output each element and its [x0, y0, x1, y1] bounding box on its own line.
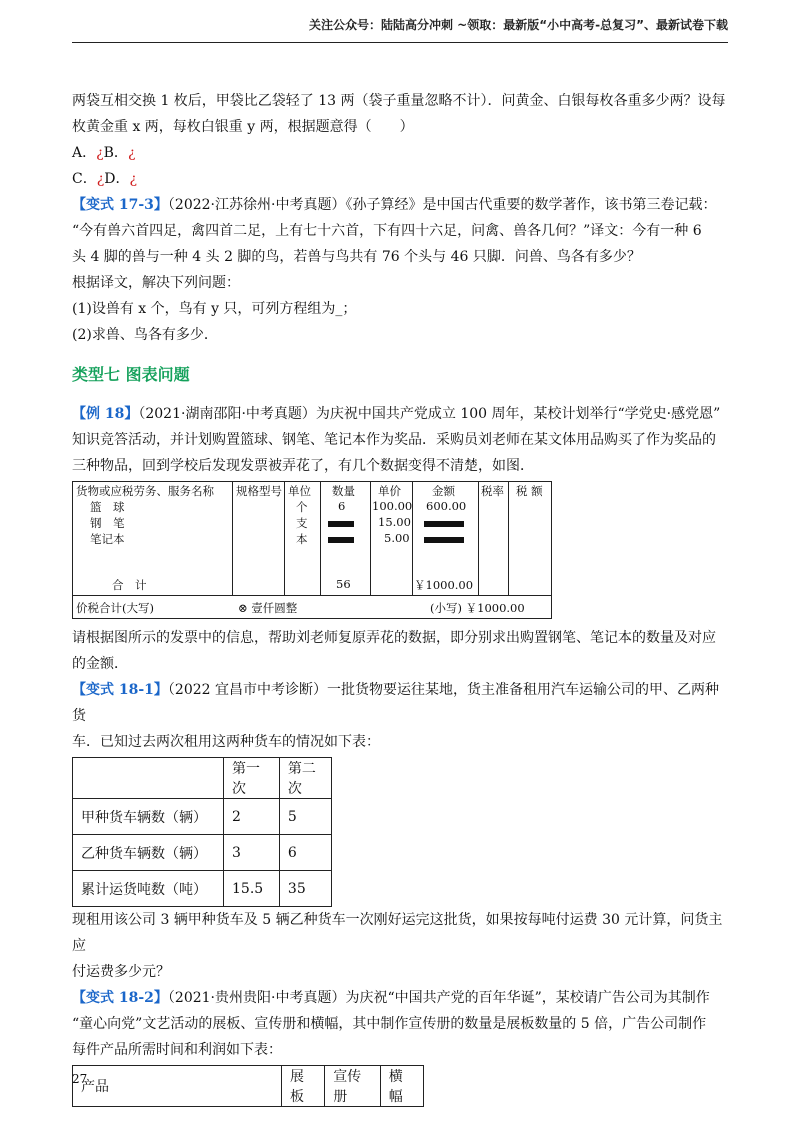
paragraph-line: 的金额． — [72, 656, 128, 672]
section-title: 类型七 图表问题 — [72, 365, 190, 384]
invoice-r1-amount: 600.00 — [426, 499, 467, 513]
paragraph-line: 知识竞答活动，并计划购置篮球、钢笔、笔记本作为奖品．采购员刘老师在某文体用品购买了作为奖品的 — [72, 432, 716, 448]
invoice-header-amount: 金额 — [432, 484, 455, 498]
paragraph-line: 每件产品所需时间和利润如下表： — [72, 1042, 282, 1058]
options-cd — [72, 166, 732, 192]
option-b-value: ¿ — [127, 145, 136, 161]
table-row — [73, 758, 332, 799]
invoice-total-label: 合 计 — [112, 578, 147, 592]
invoice-col-line — [232, 481, 233, 595]
question-2: (2)求兽、鸟各有多少． — [72, 327, 218, 343]
table-header-cell: 展板 — [282, 1066, 325, 1107]
problem-text: （2021·贵州贵阳·中考真题）为庆祝“中国共产党的百年华诞”，某校请广告公司为其制作 — [167, 990, 710, 1006]
invoice-r1-unit: 个 — [296, 500, 308, 514]
invoice-r1-price: 100.00 — [372, 499, 413, 513]
invoice-header-unit: 单位 — [288, 484, 311, 498]
invoice-r3-unit: 本 — [296, 532, 308, 546]
table-header-cell: 横幅 — [380, 1066, 423, 1107]
table-row — [73, 871, 332, 907]
invoice-r2-unit: 支 — [296, 516, 308, 530]
table-header-cell: 第二次 — [279, 758, 331, 799]
invoice-header-price: 单价 — [378, 484, 401, 498]
invoice-r3-price: 5.00 — [384, 531, 410, 545]
paragraph-line: 两袋互相交换 1 枚后，甲袋比乙袋轻了 13 两（袋子重量忽略不计）．问黄金、白银每枚各重多少两？设每 — [72, 93, 726, 109]
invoice-figure — [72, 481, 552, 619]
product-table — [72, 1065, 424, 1107]
table-row-label: 乙种货车辆数（辆） — [73, 835, 224, 871]
page-number: 27 — [72, 1072, 88, 1086]
invoice-header-tax: 税 额 — [516, 484, 543, 498]
invoice-r2-name: 钢 笔 — [90, 516, 125, 530]
paragraph-line: 现租用该公司 3 辆甲种货车及 5 辆乙种货车一次刚好运完这批货，如果按每吨付运费 30 元计算，问货主应 — [72, 912, 723, 954]
table-cell: 2 — [224, 799, 280, 835]
invoice-r1-qty: 6 — [338, 499, 346, 513]
invoice-footer-label: 价税合计(大写) — [76, 601, 154, 615]
table-cell: 5 — [279, 799, 331, 835]
invoice-col-line — [508, 481, 509, 595]
variant-tag: 【变式 18-1】 — [72, 682, 168, 698]
table-row-label: 累计运货吨数（吨） — [73, 871, 224, 907]
invoice-col-line — [370, 481, 371, 595]
paragraph-line: 三种物品，回到学校后发现发票被弄花了，有几个数据变得不清楚，如图． — [72, 458, 534, 474]
invoice-header-rate: 税率 — [481, 484, 504, 498]
option-a-value: ¿ — [96, 145, 104, 161]
table-cell: 35 — [279, 871, 331, 907]
option-c-value: ¿ — [96, 171, 105, 187]
paragraph-line: 枚黄金重 x 两，每枚白银重 y 两，根据题意得（ ） — [72, 119, 414, 135]
invoice-col-line — [284, 481, 285, 595]
invoice-header-name: 货物或应税劳务、服务名称 — [76, 484, 214, 498]
invoice-r3-name: 笔记本 — [90, 532, 125, 546]
option-c-label: C． — [72, 171, 97, 187]
example-tag: 【例 18】 — [72, 406, 139, 422]
invoice-header-qty: 数量 — [332, 484, 355, 498]
invoice-footer-lower: (小写) ￥1000.00 — [430, 601, 525, 615]
table-header-cell: 产品 — [73, 1066, 282, 1107]
paragraph-line: “童心向党”文艺活动的展板、宣传册和横幅，其中制作宣传册的数量是展板数量的 5 倍，广告公司制作 — [72, 1016, 707, 1032]
invoice-r2-price: 15.00 — [378, 515, 411, 529]
table-cell: 3 — [224, 835, 280, 871]
paragraph-line: 车．已知过去两次租用这两种货车的情况如下表： — [72, 734, 380, 750]
problem-17-3 — [72, 192, 732, 218]
table-cell — [73, 758, 224, 799]
table-row-label: 甲种货车辆数（辆） — [73, 799, 224, 835]
paragraph-line: 头 4 脚的兽与一种 4 头 2 脚的鸟，若兽与鸟共有 76 个头与 46 只脚．问兽、鸟各有多少？ — [72, 249, 641, 265]
paragraph-line: “今有兽六首四足，禽四首二足，上有七十六首，下有四十六足，问禽、兽各几何？”译文：今有一种 6 — [72, 223, 702, 239]
table-header-cell: 宣传册 — [325, 1066, 381, 1107]
problem-text: （2021·湖南邵阳·中考真题）为庆祝中国共产党成立 100 周年，某校计划举行“学党史·感党恩” — [138, 406, 721, 422]
option-d-value: ¿ — [129, 171, 137, 187]
problem-18-2 — [72, 985, 732, 1011]
invoice-r1-name: 篮 球 — [90, 500, 125, 514]
variant-tag: 【变式 17-3】 — [72, 197, 168, 213]
table-cell: 15.5 — [224, 871, 280, 907]
invoice-header-spec: 规格型号 — [236, 484, 282, 498]
option-a-label: A． — [72, 145, 97, 161]
invoice-row-line — [72, 595, 552, 596]
invoice-footer-upper: ⊗ 壹仟圆整 — [238, 601, 298, 615]
table-header-cell: 第一次 — [224, 758, 280, 799]
variant-tag: 【变式 18-2】 — [72, 990, 168, 1006]
option-d-label: D． — [104, 171, 130, 187]
table-cell: 6 — [279, 835, 331, 871]
smudged-qty-block — [328, 537, 354, 543]
paragraph-line: 请根据图所示的发票中的信息，帮助刘老师复原弄花的数据，即分别求出购置钢笔、笔记本的数量及对应 — [72, 630, 716, 646]
table-row — [73, 799, 332, 835]
paragraph-line: 根据译文，解决下列问题： — [72, 275, 240, 291]
question-1: (1)设兽有 x 个，鸟有 y 只，可列方程组为_； — [72, 301, 357, 317]
invoice-border — [72, 481, 552, 619]
options-ab — [72, 140, 732, 166]
example-18 — [72, 401, 732, 427]
paragraph-line: 付运费多少元？ — [72, 964, 170, 980]
page-content — [72, 88, 732, 1107]
table-row — [73, 835, 332, 871]
problem-text: （2022·江苏徐州·中考真题）《孙子算经》是中国古代重要的数学著作，该书第三卷记载： — [167, 197, 717, 213]
table-row — [73, 1066, 424, 1107]
invoice-total-amount: ￥1000.00 — [414, 578, 474, 592]
page-header: 关注公众号：陆陆高分冲刺 ~领取：最新版“小中高考-总复习”、最新试卷下载 — [309, 18, 728, 32]
problem-text: （2022 宜昌市中考诊断）一批货物要运往某地，货主准备租用汽车运输公司的甲、乙两种货 — [72, 682, 719, 724]
header-divider — [72, 42, 728, 43]
option-b-label: B． — [103, 145, 128, 161]
truck-table — [72, 757, 332, 907]
smudged-qty-block — [328, 521, 354, 527]
smudged-amount-block — [424, 537, 464, 543]
smudged-amount-block — [424, 521, 464, 527]
invoice-total-qty: 56 — [336, 577, 351, 591]
invoice-col-line — [320, 481, 321, 595]
problem-18-1 — [72, 677, 732, 729]
invoice-col-line — [478, 481, 479, 595]
